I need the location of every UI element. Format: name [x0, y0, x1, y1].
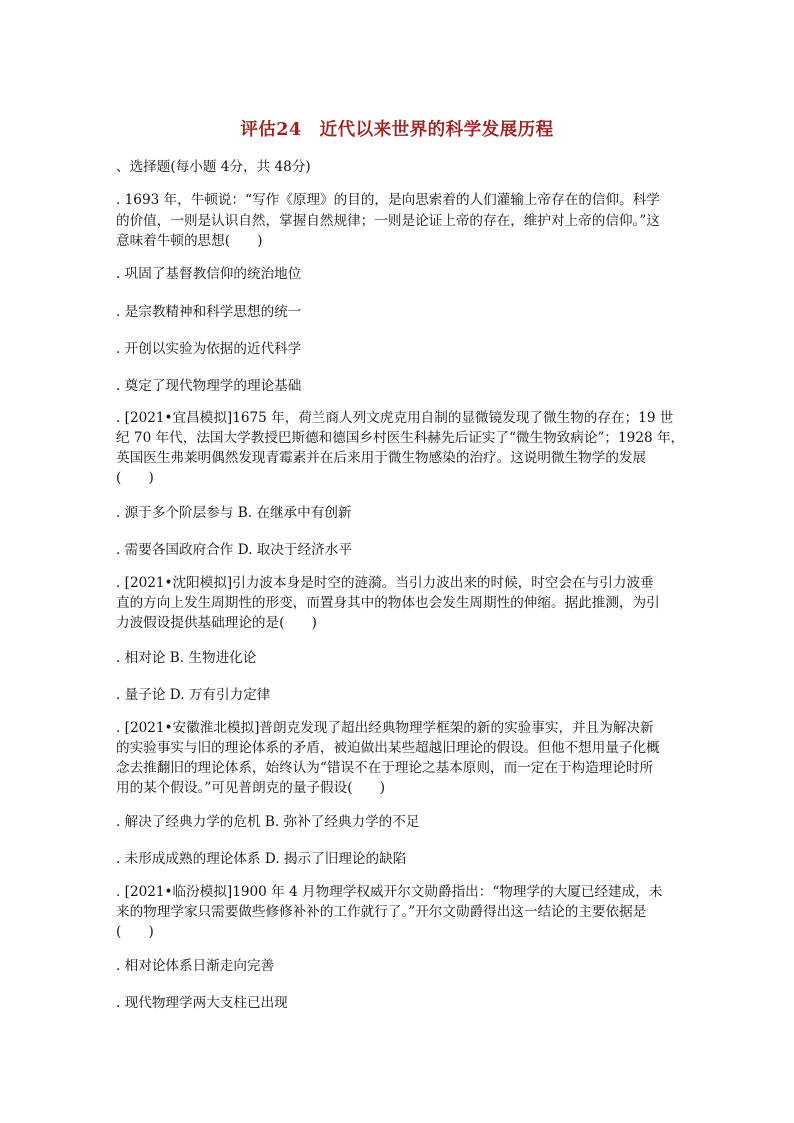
q1-stem-line-1: . 1693 年，牛顿说：“写作《原理》的目的，是向思索着的人们灌输上帝存在的信仰。科学	[116, 192, 660, 208]
q5-stem-line-3: ( )	[116, 924, 154, 940]
q1-option-c: . 开创以实验为依据的近代科学	[116, 341, 302, 357]
page-title: 评估24 近代以来世界的科学发展历程	[240, 120, 554, 140]
q1-option-b: . 是宗教精神和科学思想的统一	[116, 304, 302, 320]
q4-stem-line-2: 的实验事实与旧的理论体系的矛盾，被迫做出某些超越旧理论的假设。但他不想用量子化概	[116, 740, 660, 756]
q2-option-cd: . 需要各国政府合作 D. 取决于经济水平	[116, 542, 352, 558]
q4-stem-line-1: . [2021•安徽淮北模拟]普朗克发现了超出经典物理学框架的新的实验事实，并且为解决新	[116, 720, 654, 736]
q1-option-a: . 巩固了基督教信仰的统治地位	[116, 266, 302, 282]
q2-stem-line-4: ( )	[116, 470, 154, 486]
q3-stem-line-3: 力波假设提供基础理论的是( )	[116, 615, 317, 631]
q5-stem-line-1: . [2021•临汾模拟]1900 年 4 月物理学权威开尔文勋爵指出：“物理学的大厦已经建成，未	[116, 884, 663, 900]
q4-stem-line-4: 用的某个假设。”可见普朗克的量子假设( )	[116, 780, 386, 796]
q3-stem-line-2: 直的方向上发生周期性的形变，而置身其中的物体也会发生周期性的伸缩。据此推测，为引	[116, 595, 660, 611]
section-heading: 、选择题(每小题 4分，共 48分)	[116, 159, 311, 175]
q1-option-d: . 奠定了现代物理学的理论基础	[116, 378, 302, 394]
q1-stem-line-2: 的价值，一则是认识自然，掌握自然规律；一则是论证上帝的存在，维护对上帝的信仰。”这	[116, 213, 660, 229]
q2-stem-line-1: . [2021•宜昌模拟]1675 年，荷兰商人列文虎克用自制的显微镜发现了微生物的存在；19 世	[116, 410, 674, 426]
q3-option-cd: . 量子论 D. 万有引力定律	[116, 687, 271, 703]
q3-stem-line-1: . [2021•沈阳模拟]引力波本身是时空的涟漪。当引力波出来的时候，时空会在与引力波垂	[116, 575, 654, 591]
q1-stem-line-3: 意味着牛顿的思想( )	[116, 233, 263, 249]
q4-stem-line-3: 念去推翻旧的理论体系，始终认为“错误不在于理论之基本原则，而一定在于构造理论时所	[116, 760, 654, 776]
q2-option-ab: . 源于多个阶层参与 B. 在继承中有创新	[116, 505, 352, 521]
q4-option-ab: . 解决了经典力学的危机 B. 弥补了经典力学的不足	[116, 814, 420, 830]
q2-stem-line-3: 英国医生弗莱明偶然发现青霉素并在后来用于微生物感染的治疗。这说明微生物学的发展	[116, 450, 647, 466]
q2-stem-line-2: 纪 70 年代，法国大学教授巴斯德和德国乡村医生科赫先后证实了“微生物致病论”；1928 年，	[116, 430, 685, 446]
q5-option-a: . 相对论体系日渐走向完善	[116, 958, 275, 974]
q4-option-cd: . 未形成成熟的理论体系 D. 揭示了旧理论的缺陷	[116, 851, 407, 867]
q3-option-ab: . 相对论 B. 生物进化论	[116, 650, 257, 666]
q5-stem-line-2: 来的物理学家只需要做些修修补补的工作就行了。”开尔文勋爵得出这一结论的主要依据是	[116, 904, 647, 920]
q5-option-b: . 现代物理学两大支柱已出现	[116, 995, 288, 1011]
